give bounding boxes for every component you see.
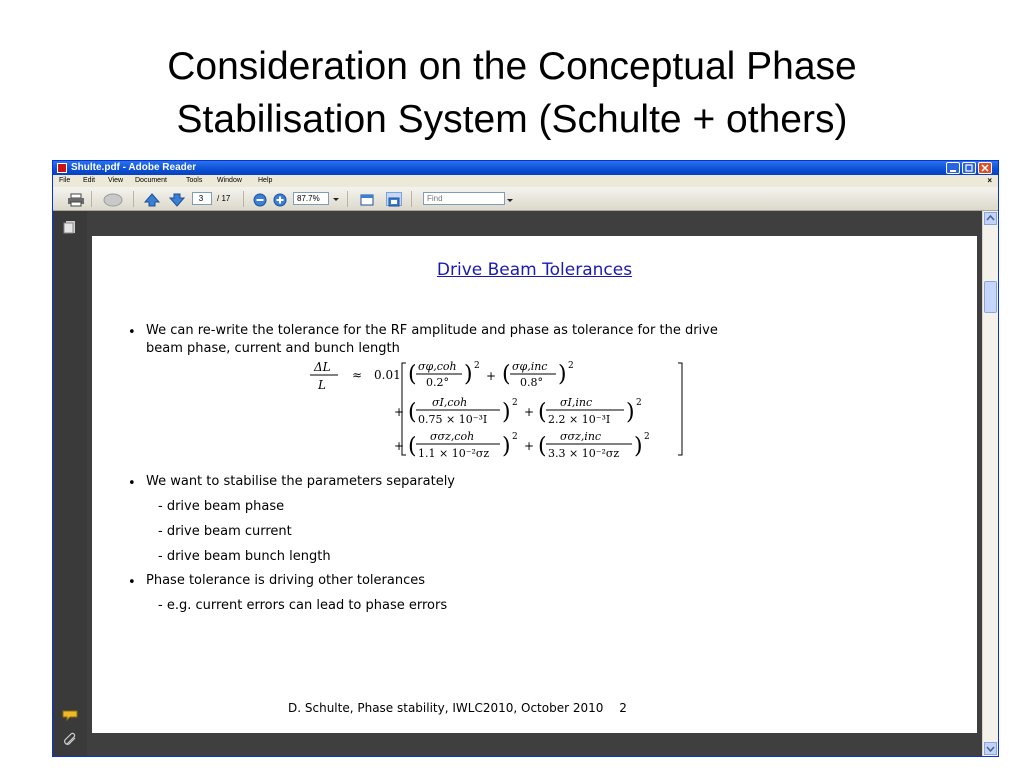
svg-text:): ) [626, 400, 635, 425]
formula-term-3-numerator: σI,coh [432, 396, 468, 409]
formula-term-5-numerator: σσz,coh [430, 430, 475, 443]
menu-edit[interactable]: Edit [83, 177, 96, 184]
toolbar [53, 187, 998, 211]
zoom-dropdown[interactable] [331, 192, 341, 206]
slide-title [0, 40, 1024, 146]
chevron-up-icon [985, 213, 996, 224]
sub-item-4: - e.g. current errors can lead to phase errors [158, 598, 448, 613]
svg-text:): ) [464, 362, 473, 387]
svg-text:): ) [502, 400, 511, 425]
formula-plus: + [524, 439, 535, 453]
full-screen-icon [387, 196, 401, 208]
sub-item-2: - drive beam current [158, 524, 292, 539]
prev-page-icon [144, 193, 160, 207]
formula-term-6-denominator: 3.3 × 10⁻²σz [548, 447, 620, 460]
fit-width-icon [359, 193, 375, 207]
close-window-button[interactable] [978, 162, 992, 174]
next-page-button[interactable] [169, 192, 185, 206]
menu-document[interactable]: Document [135, 177, 167, 184]
formula-plus: + [524, 405, 535, 419]
formula-term-2-denominator: 0.8° [520, 376, 543, 389]
formula-plus: + [394, 405, 405, 419]
formula-square: 2 [636, 398, 642, 408]
chevron-down-icon [985, 743, 996, 754]
chevron-down-icon [505, 193, 515, 207]
bullet-3: Phase tolerance is driving other tolerances [146, 573, 425, 588]
pages-panel-button[interactable] [63, 219, 77, 238]
zoom-in-icon [273, 193, 287, 207]
zoom-in-button[interactable] [273, 192, 287, 206]
minimize-icon [947, 163, 959, 173]
menu-bar [53, 175, 998, 187]
formula-square: 2 [474, 361, 480, 371]
bullet-dot: • [128, 476, 136, 491]
bullet-2: We want to stabilise the parameters separately [146, 474, 456, 489]
window-title: Shulte.pdf - Adobe Reader [71, 162, 197, 173]
comments-icon [62, 708, 78, 722]
attachments-panel-button[interactable] [63, 731, 77, 750]
page-total: / 17 [217, 194, 231, 203]
formula-term-1-numerator: σφ,coh [418, 360, 457, 373]
paperclip-icon [63, 732, 77, 746]
find-dropdown[interactable] [505, 192, 515, 206]
menu-file[interactable]: File [59, 177, 71, 184]
fit-width-button[interactable] [359, 192, 375, 206]
formula-term-3-denominator: 0.75 × 10⁻³I [418, 413, 488, 426]
page-number-input[interactable] [192, 192, 212, 205]
page-footer [288, 701, 627, 715]
close-document-icon[interactable]: × [987, 176, 992, 185]
formula-plus: + [486, 369, 497, 383]
print-button[interactable] [67, 192, 85, 206]
window-titlebar[interactable] [53, 161, 998, 175]
svg-text:(: ( [502, 362, 511, 387]
svg-text:(: ( [538, 400, 547, 425]
svg-text:(: ( [408, 400, 417, 425]
prev-page-button[interactable] [144, 192, 160, 206]
vertical-scrollbar[interactable] [982, 211, 998, 756]
formula-square: 2 [644, 432, 650, 442]
formula-plus: + [394, 439, 405, 453]
bullet-1-line-2: beam phase, current and bunch length [146, 341, 400, 356]
find-input[interactable] [423, 192, 505, 205]
svg-text:(: ( [408, 434, 417, 459]
zoom-input[interactable] [293, 192, 329, 205]
full-screen-button[interactable] [386, 192, 402, 206]
close-icon [979, 163, 991, 173]
formula-term-4-numerator: σI,inc [560, 396, 593, 409]
scroll-up-button[interactable] [984, 212, 997, 225]
chevron-down-icon [331, 192, 341, 206]
navigation-panel [53, 211, 87, 756]
adobe-reader-window [52, 160, 999, 757]
menu-help[interactable]: Help [258, 177, 273, 184]
maximize-button[interactable] [962, 162, 976, 174]
slide-title-line-2: Stabilisation System (Schulte + others) [176, 98, 848, 141]
formula-term-6-numerator: σσz,inc [560, 430, 602, 443]
scroll-down-button[interactable] [984, 742, 997, 755]
footer-page-number: 2 [619, 701, 627, 715]
footer-text: D. Schulte, Phase stability, IWLC2010, October 2010 [288, 701, 604, 715]
formula-square: 2 [512, 398, 518, 408]
print-icon [67, 193, 85, 207]
menu-window[interactable]: Window [217, 177, 242, 184]
menu-tools[interactable]: Tools [186, 177, 203, 184]
formula-approx: ≈ [352, 368, 363, 382]
minimize-button[interactable] [946, 162, 960, 174]
sub-item-1: - drive beam phase [158, 499, 285, 514]
email-button[interactable] [103, 192, 121, 206]
zoom-out-button[interactable] [253, 192, 267, 206]
formula-term-4-denominator: 2.2 × 10⁻³I [548, 413, 611, 426]
sub-item-3: - drive beam bunch length [158, 549, 331, 564]
document-viewport[interactable] [87, 211, 982, 756]
formula-square: 2 [568, 361, 574, 371]
pdf-page [92, 236, 977, 733]
email-icon [103, 193, 123, 207]
formula-term-5-denominator: 1.1 × 10⁻²σz [418, 447, 490, 460]
scrollbar-thumb[interactable] [984, 281, 997, 313]
slide-title-line-1: Consideration on the Conceptual Phase [167, 45, 857, 88]
maximize-icon [963, 163, 975, 173]
svg-text:): ) [502, 434, 511, 459]
bullet-dot: • [128, 325, 136, 340]
formula-lhs-denominator: L [318, 378, 326, 392]
formula-square: 2 [512, 432, 518, 442]
bullet-1-line-1: We can re-write the tolerance for the RF amplitude and phase as tolerance for the drive [146, 323, 718, 338]
formula-term-1-denominator: 0.2° [426, 376, 449, 389]
formula-coefficient: 0.01 [374, 368, 401, 382]
tolerance-formula [302, 359, 702, 469]
svg-text:(: ( [538, 434, 547, 459]
pdf-heading: Drive Beam Tolerances [436, 260, 633, 280]
svg-text:): ) [634, 434, 643, 459]
pdf-app-icon [57, 163, 67, 173]
bullet-dot: • [128, 575, 136, 590]
formula-lhs-numerator: ΔL [314, 360, 331, 374]
menu-view[interactable]: View [108, 177, 124, 184]
pages-icon [63, 220, 77, 234]
next-page-icon [169, 193, 185, 207]
comments-panel-button[interactable] [62, 707, 78, 726]
svg-text:(: ( [408, 362, 417, 387]
svg-text:): ) [558, 362, 567, 387]
zoom-out-icon [253, 193, 267, 207]
formula-term-2-numerator: σφ,inc [512, 360, 548, 373]
